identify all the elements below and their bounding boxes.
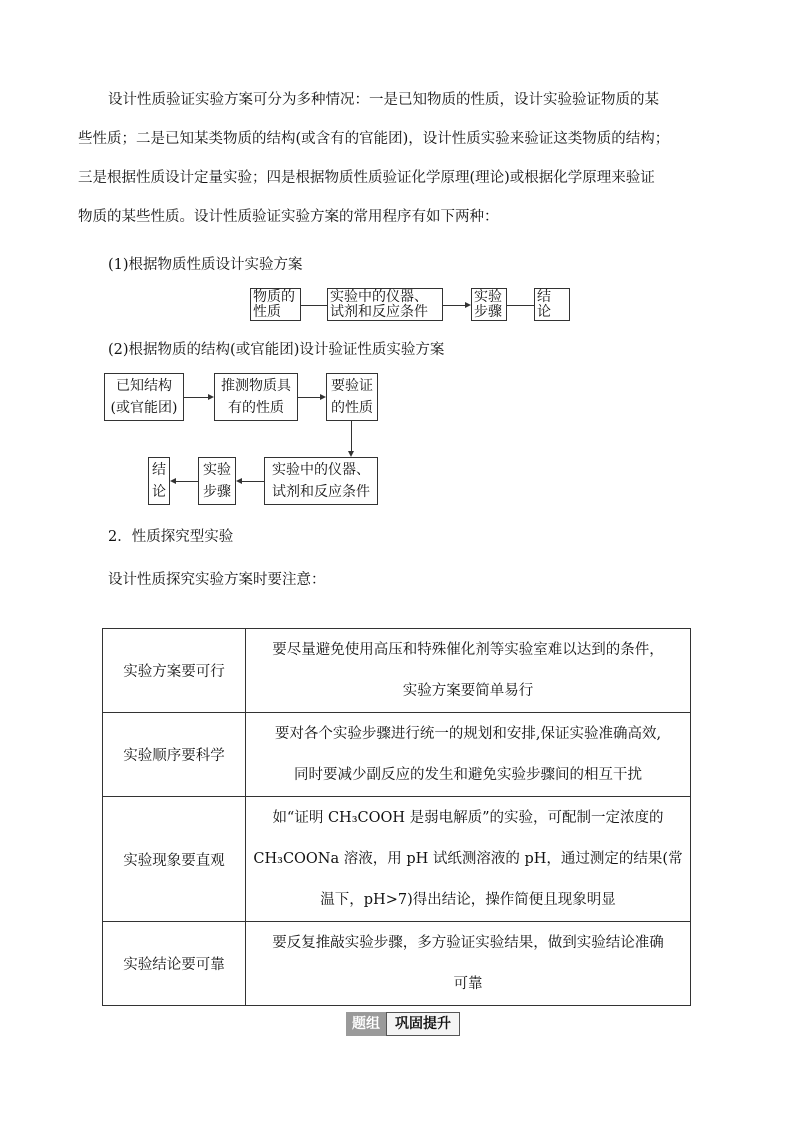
flow2-heading: (2)根据物质的结构(或官能团)设计验证性质实验方案 — [108, 342, 445, 358]
table-row-key: 实验方案要可行 — [103, 629, 246, 713]
table-row-key: 实验顺序要科学 — [103, 713, 246, 797]
table-row — [103, 922, 691, 1006]
flow1-box-reagents: 实验中的仪器、 试剂和反应条件 — [327, 288, 443, 321]
flow2-arrow-line — [242, 481, 264, 482]
table-row — [103, 797, 691, 922]
flow2-arrow-line — [298, 397, 320, 398]
table-row — [103, 713, 691, 797]
flow2-box-reagents: 实验中的仪器、 试剂和反应条件 — [264, 457, 378, 505]
flow2-arrow-line — [184, 397, 208, 398]
table-row-value: 要反复推敲实验步骤，多方验证实验结果，做到实验结论准确 可靠 — [246, 922, 691, 1006]
badge-label: 题组 — [346, 1012, 386, 1036]
flow1-heading: (1)根据物质性质设计实验方案 — [108, 257, 303, 273]
flow1-connector — [507, 305, 534, 306]
table-row-key: 实验结论要可靠 — [103, 922, 246, 1006]
table-row-key: 实验现象要直观 — [103, 797, 246, 922]
flow2-box-infer: 推测物质具 有的性质 — [214, 373, 298, 421]
flow2-box-verify: 要验证 的性质 — [326, 373, 378, 421]
flow2-arrow-head — [170, 478, 176, 484]
flow1-box-steps: 实验 步骤 — [471, 288, 507, 321]
section2-lead: 设计性质探究实验方案时要注意： — [108, 572, 326, 588]
flow1-box-property: 物质的 性质 — [250, 288, 301, 321]
flow2-arrow-head — [236, 478, 242, 484]
flow1-connector — [301, 305, 327, 306]
flow2-box-steps: 实验 步骤 — [198, 457, 236, 505]
intro-line-2: 些性质；二是已知某类物质的结构(或含有的官能团)，设计性质实验来验证这类物质的结构； — [78, 131, 670, 147]
table-row-value: 要对各个实验步骤进行统一的规划和安排,保证实验准确高效, 同时要减少副反应的发生和避免实验步骤间的相互干扰 — [246, 713, 691, 797]
badge-title: 巩固提升 — [386, 1012, 460, 1036]
flow1-box-conclusion: 结 论 — [534, 288, 570, 321]
intro-line-1: 设计性质验证实验方案可分为多种情况：一是已知物质的性质，设计实验验证物质的某 — [108, 92, 659, 108]
intro-line-4: 物质的某些性质。设计性质验证实验方案的常用程序有如下两种： — [78, 209, 499, 225]
flow1-arrow-line — [443, 305, 465, 306]
table-row — [103, 629, 691, 713]
flow2-arrow-line — [176, 481, 198, 482]
flow2-arrow-line — [351, 421, 352, 451]
section2-title: 2．性质探究型实验 — [108, 529, 234, 545]
notes-table — [102, 628, 691, 1006]
flow2-box-conclusion: 结 论 — [148, 457, 170, 505]
intro-line-3: 三是根据性质设计定量实验；四是根据物质性质验证化学原理(理论)或根据化学原理来验证 — [78, 170, 655, 186]
section-badge — [346, 1012, 460, 1036]
table-row-value: 要尽量避免使用高压和特殊催化剂等实验室难以达到的条件， 实验方案要简单易行 — [246, 629, 691, 713]
flow2-box-structure: 已知结构 (或官能团) — [104, 373, 184, 421]
table-row-value: 如“证明 CH₃COOH 是弱电解质”的实验，可配制一定浓度的 CH₃COONa 溶液，用 pH 试纸测溶液的 pH，通过测定的结果(常 温下，pH>7)得出结论，操作简便且现象明显 — [246, 797, 691, 922]
